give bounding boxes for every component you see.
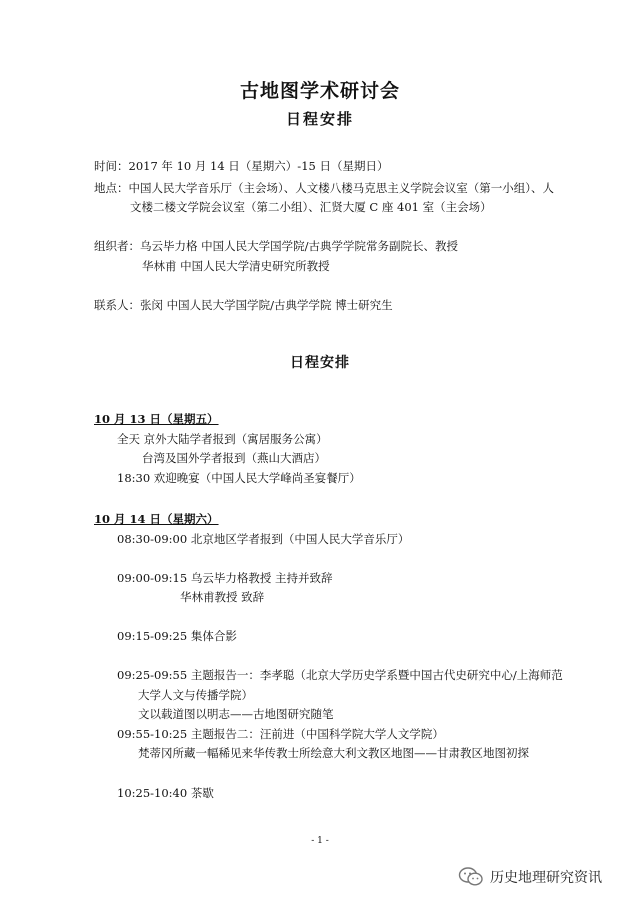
info-location-line1: 地点：中国人民大学音乐厅（主会场）、人文楼八楼马克思主义学院会议室（第一小组）、人: [94, 181, 554, 195]
day2-row-group-photo: 09:15-09:25 集体合影: [117, 629, 237, 643]
day2-heading: 10 月 14 日（星期六）: [94, 512, 219, 526]
day2-row-keynote2-topic: 梵蒂冈所藏一幅稀见来华传教士所绘意大利文教区地图——甘肃教区地图初探: [138, 746, 529, 760]
day2-row-opening-speech: 华林甫教授 致辞: [180, 590, 265, 604]
day2-row-keynote1: 09:25-09:55 主题报告一：李孝聪（北京大学历史学系暨中国古代史研究中心/上海师范: [117, 668, 563, 682]
day2-row-opening: 09:00-09:15 乌云毕力格教授 主持并致辞: [117, 571, 333, 585]
day2-row-keynote2: 09:55-10:25 主题报告二：汪前进（中国科学院大学人文学院）: [117, 727, 444, 741]
info-organizer-line2: 华林甫 中国人民大学清史研究所教授: [142, 259, 330, 273]
day2-row-keynote1-affil: 大学人文与传播学院）: [138, 688, 253, 702]
day2-row-keynote1-topic: 文以载道图以明志——古地图研究随笔: [138, 707, 334, 721]
document-subtitle: 日程安排: [285, 110, 354, 128]
schedule-section-title: 日程安排: [290, 355, 350, 371]
info-contact: 联系人：张闵 中国人民大学国学院/古典学学院 博士研究生: [94, 298, 393, 312]
info-organizer-line1: 组织者：乌云毕力格 中国人民大学国学院/古典学学院常务副院长、教授: [94, 239, 459, 253]
day1-item-arrival-intl: 台湾及国外学者报到（燕山大酒店）: [142, 451, 326, 465]
day1-item-dinner: 18:30 欢迎晚宴（中国人民大学峰尚圣宴餐厅）: [117, 471, 361, 485]
watermark-text: 历史地理研究资讯: [490, 870, 602, 886]
page-number: - 1 -: [311, 836, 329, 846]
day2-row-registration: 08:30-09:00 北京地区学者报到（中国人民大学音乐厅）: [117, 532, 410, 546]
wechat-watermark: [458, 866, 602, 888]
info-location-line2: 文楼二楼文学院会议室（第二小组）、汇贤大厦 C 座 401 室（主会场）: [130, 200, 492, 214]
document-title: 古地图学术研讨会: [239, 80, 400, 102]
wechat-icon: [458, 866, 484, 888]
info-time: 时间：2017 年 10 月 14 日（星期六）-15 日（星期日）: [94, 159, 389, 173]
day1-heading: 10 月 13 日（星期五）: [94, 412, 219, 426]
day1-item-arrival-domestic: 全天 京外大陆学者报到（寓居服务公寓）: [117, 432, 328, 446]
day2-row-tea-break: 10:25-10:40 茶歇: [117, 786, 214, 800]
